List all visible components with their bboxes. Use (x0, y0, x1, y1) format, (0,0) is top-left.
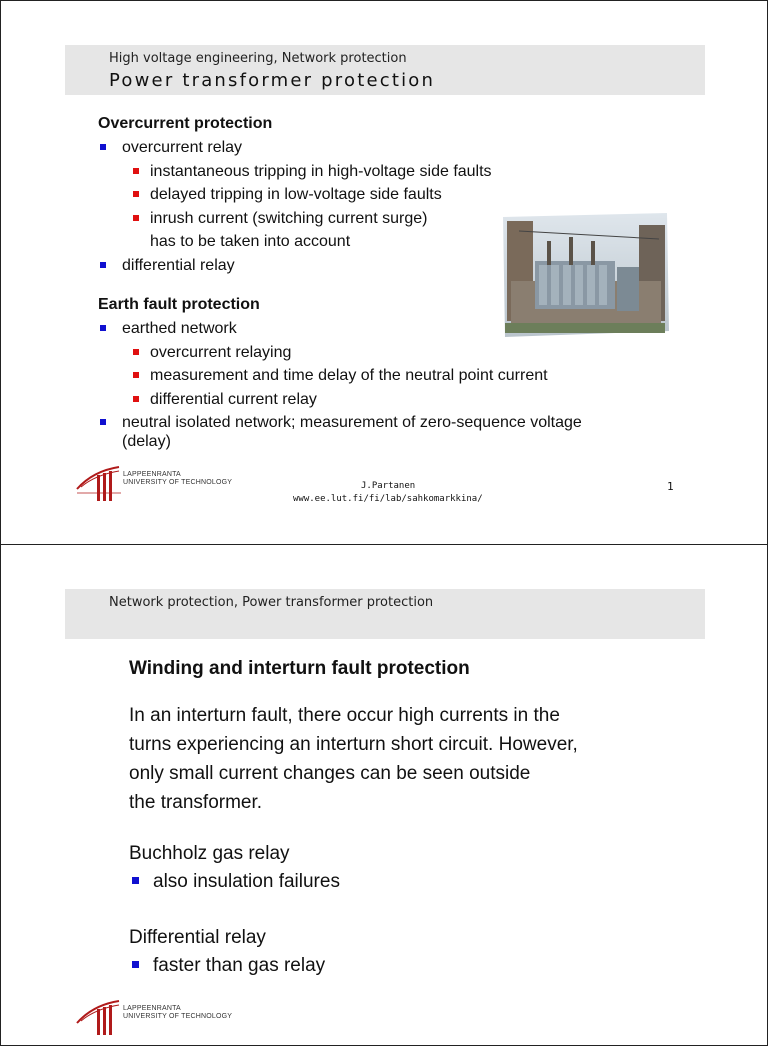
slide-2 (0, 544, 768, 1046)
bullet-marker (132, 877, 139, 884)
paragraph-line: turns experiencing an interturn short circuit. However, (129, 734, 578, 755)
sub-bullet-item: measurement and time delay of the neutral point current (150, 367, 548, 384)
university-logo (75, 997, 245, 1037)
page-number: 1 (667, 480, 674, 493)
slide-header (65, 45, 705, 95)
bullet-continuation: (delay) (122, 433, 171, 450)
transformer-photo (499, 211, 671, 339)
sub-bullet-marker (133, 349, 139, 355)
sub-bullet-item: delayed tripping in low-voltage side faults (150, 186, 442, 203)
bullet-item: overcurrent relay (122, 139, 243, 156)
paragraph-line: the transformer. (129, 792, 263, 813)
sub-bullet-item: inrush current (switching current surge) (150, 210, 428, 227)
bullet-marker (100, 144, 106, 150)
bullet-item: differential relay (122, 257, 235, 274)
paragraph (129, 701, 669, 817)
footer-url: www.ee.lut.fi/fi/lab/sahkomarkkina/ (293, 494, 483, 504)
university-logo-icon (75, 997, 121, 1037)
university-logo (75, 463, 245, 503)
sub-bullet-item: differential current relay (150, 391, 317, 408)
paragraph-line: In an interturn fault, there occur high currents in the (129, 705, 560, 726)
logo-line-1: LAPPEENRANTA (123, 471, 181, 478)
logo-line-2: UNIVERSITY OF TECHNOLOGY (123, 479, 233, 486)
sub-bullet-marker (133, 372, 139, 378)
header-subtitle: Network protection, Power transformer protection (109, 595, 434, 610)
logo-line-1: LAPPEENRANTA (123, 1005, 181, 1012)
bullet-marker (100, 419, 106, 425)
paragraph-line: only small current changes can be seen outside (129, 763, 531, 784)
header-title: Power transformer protection (109, 70, 436, 91)
header-subtitle: High voltage engineering, Network protection (109, 51, 407, 66)
bullet-marker (100, 325, 106, 331)
section-heading: Earth fault protection (98, 296, 260, 313)
sub-bullet-marker (133, 215, 139, 221)
sub-bullet-marker (133, 396, 139, 402)
section-heading: Overcurrent protection (98, 115, 273, 132)
block-title: Differential relay (129, 927, 266, 948)
bullet-marker (100, 262, 106, 268)
sub-bullet-item: instantaneous tripping in high-voltage side faults (150, 163, 492, 180)
sub-bullet-marker (133, 168, 139, 174)
university-logo-icon (75, 463, 121, 503)
slide-heading: Winding and interturn fault protection (129, 658, 470, 679)
bullet-item: also insulation failures (153, 871, 340, 892)
bullet-item: earthed network (122, 320, 237, 337)
sub-bullet-continuation: has to be taken into account (150, 233, 351, 250)
bullet-marker (132, 961, 139, 968)
slide-header (65, 589, 705, 639)
footer-author: J.Partanen (361, 481, 416, 491)
block-title: Buchholz gas relay (129, 843, 290, 864)
bullet-item: neutral isolated network; measurement of zero-sequence voltage (122, 414, 582, 431)
logo-line-2: UNIVERSITY OF TECHNOLOGY (123, 1013, 233, 1020)
bullet-item: faster than gas relay (153, 955, 326, 976)
sub-bullet-item: overcurrent relaying (150, 344, 292, 361)
sub-bullet-marker (133, 191, 139, 197)
